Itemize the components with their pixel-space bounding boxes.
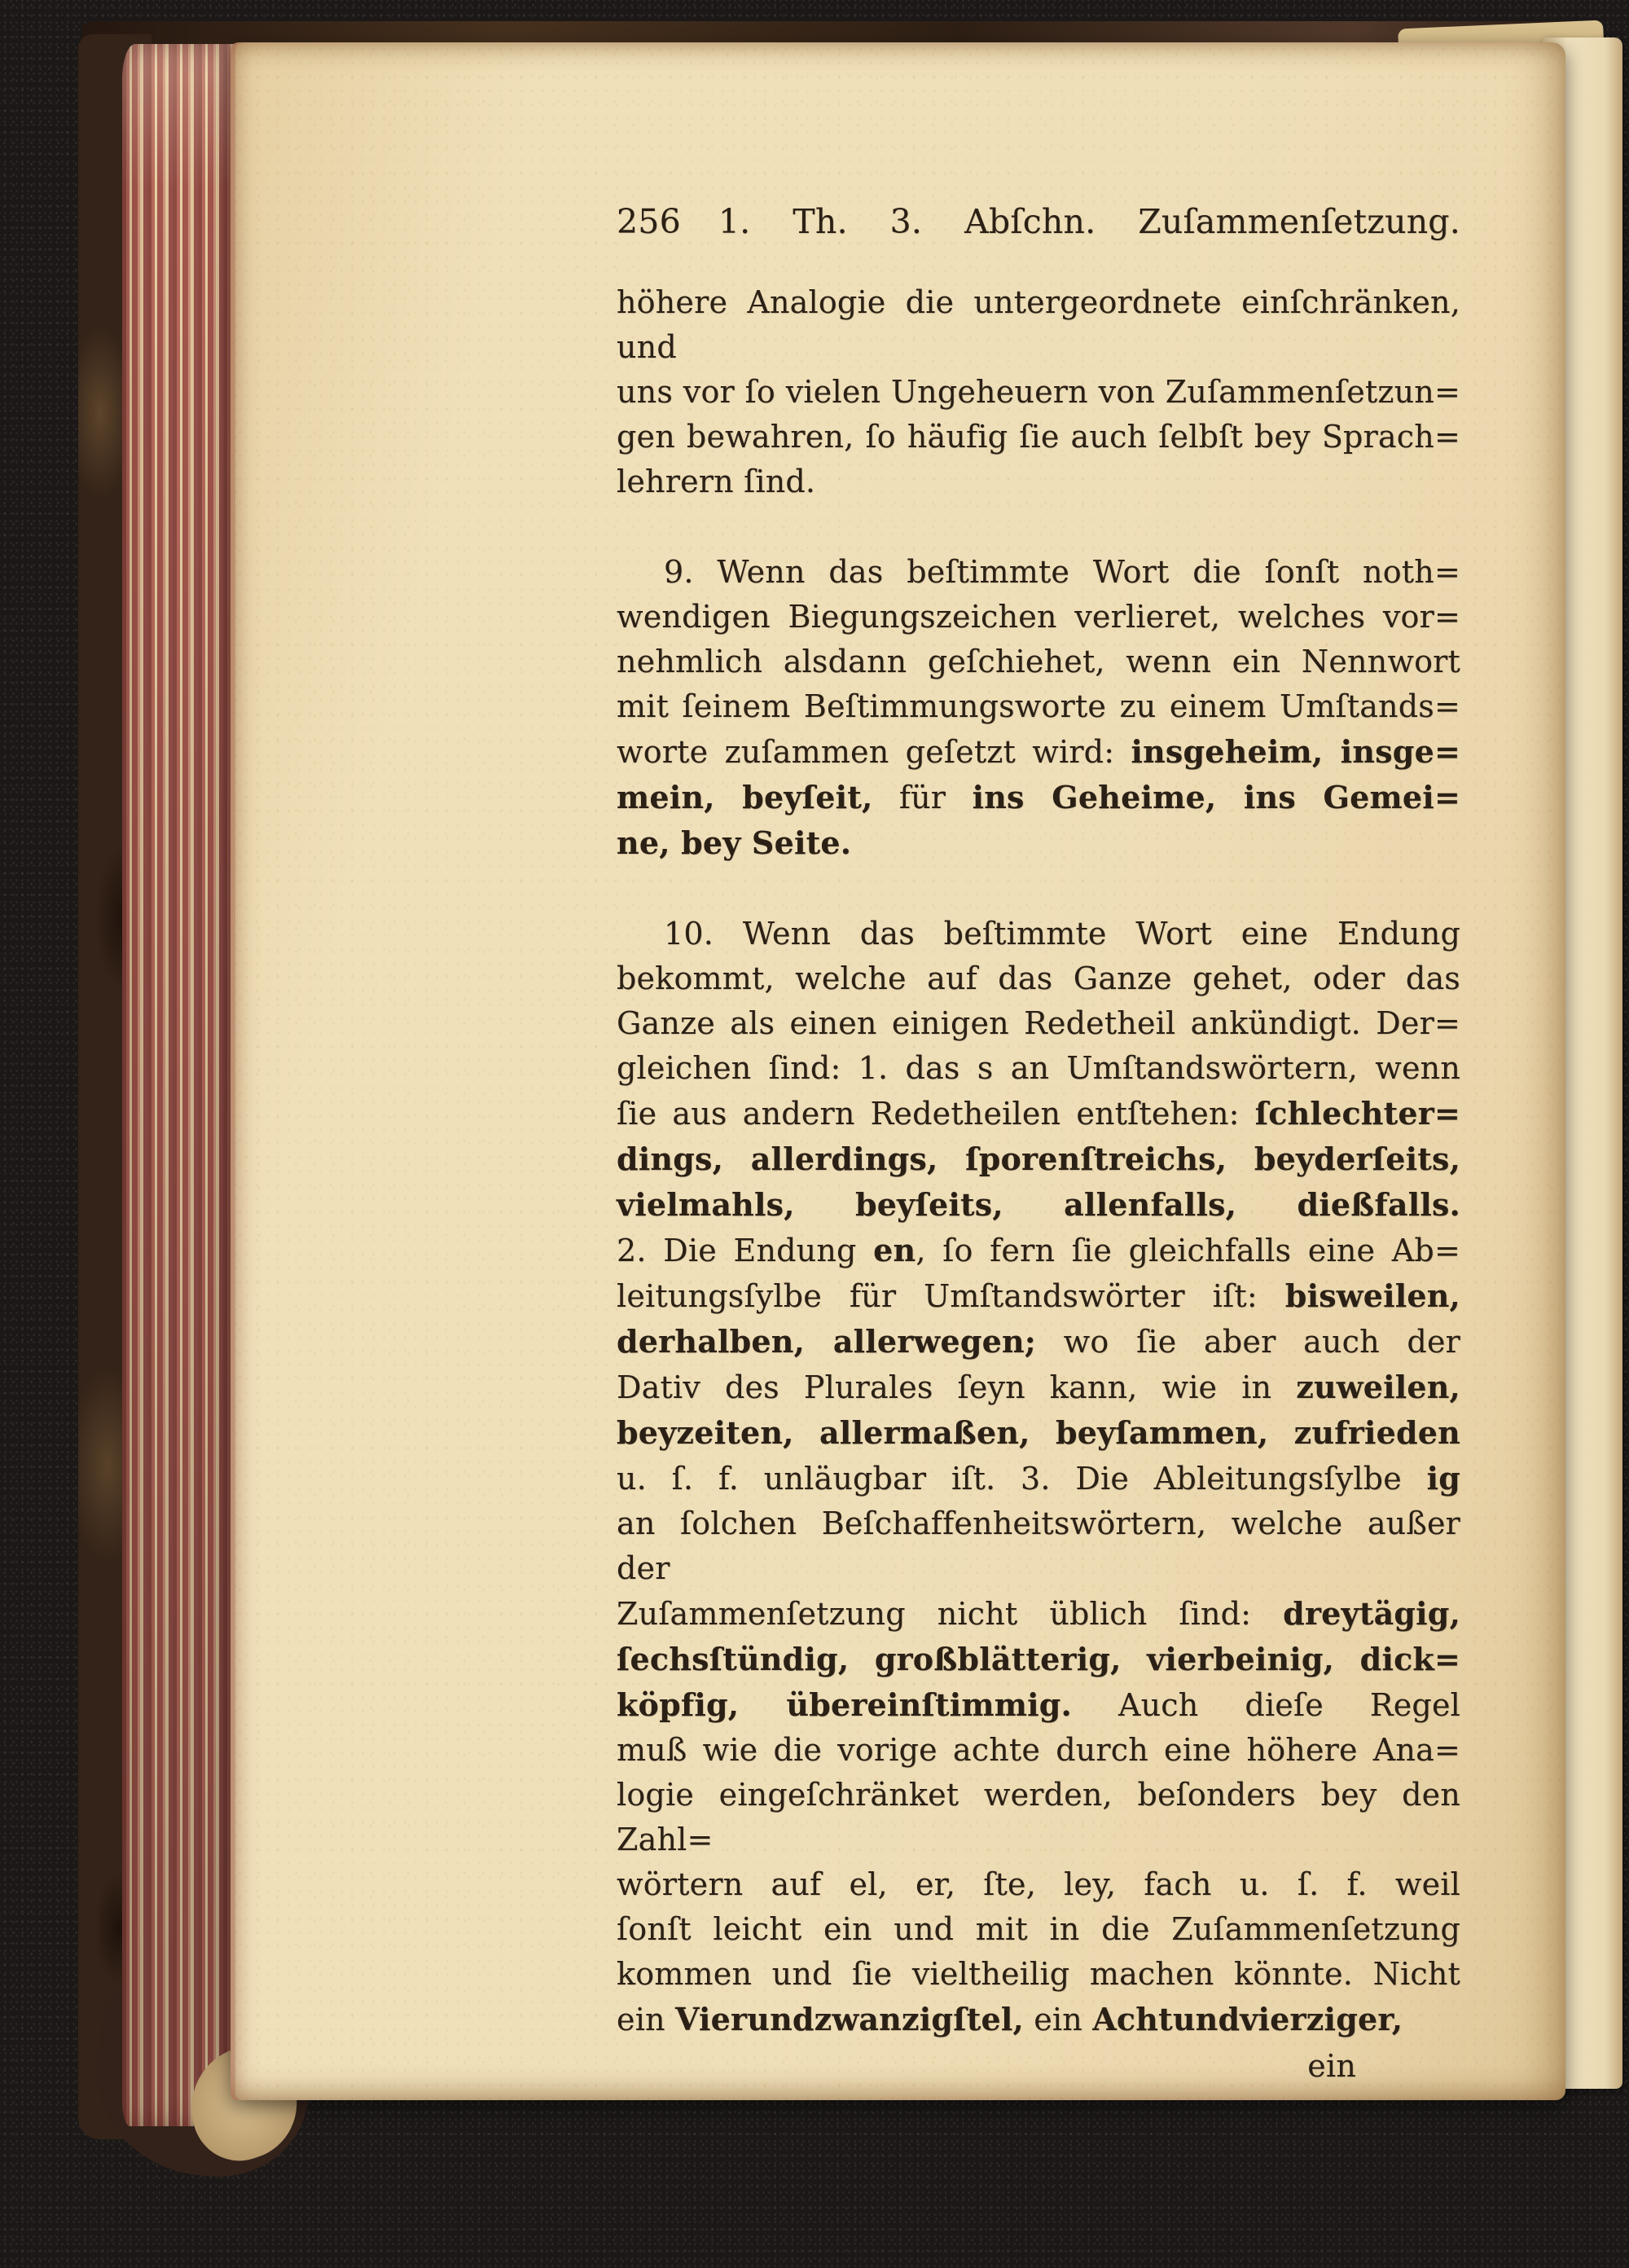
emphasized-text: ins Geheime, ins Gemei= <box>972 779 1460 815</box>
body-text: kommen und ſie vieltheilig machen könnte. Nicht <box>617 1956 1460 1992</box>
emphasized-text: derhalben, allerwegen; <box>617 1323 1037 1360</box>
fore-edge-page-stack <box>122 44 238 2126</box>
body-line <box>617 1728 1460 1773</box>
emphasized-text: ſechsſtündig, großblätterig, vierbeinig, dick= <box>617 1641 1460 1677</box>
body-text: Auch dieſe Regel <box>1071 1687 1460 1723</box>
body-line <box>617 459 1460 504</box>
body-line <box>617 1952 1460 1997</box>
body-line <box>617 1228 1460 1273</box>
body-text: wo ſie aber auch der <box>1036 1324 1461 1360</box>
body-line <box>617 1501 1460 1591</box>
body-line <box>617 1907 1460 1952</box>
body-text: muß wie die vorige achte durch eine höhere Ana= <box>617 1732 1460 1768</box>
body-text: lehrern ſind. <box>617 464 816 499</box>
body-line <box>617 1365 1460 1410</box>
body-text: 9. Wenn das beſtimmte Wort die ſonſt noth= <box>664 554 1460 590</box>
body-line <box>617 1319 1460 1365</box>
body-text: Zuſammenſetzung nicht üblich ſind: <box>617 1596 1284 1632</box>
body-text: 10. Wenn das beſtimmte Wort eine Endung <box>664 916 1460 952</box>
body-line <box>617 1456 1460 1501</box>
text-block <box>617 42 1460 2089</box>
body-line <box>617 1001 1460 1046</box>
body-line <box>617 820 1460 866</box>
body-line <box>617 280 1460 370</box>
body-text: ſie aus andern Redetheilen entſtehen: <box>617 1096 1255 1132</box>
body-line <box>617 1182 1460 1228</box>
emphasized-text: köpfig, übereinſtimmig. <box>617 1686 1072 1723</box>
body-line <box>617 1637 1460 1682</box>
body-text: 2. Die Endung <box>617 1233 874 1268</box>
body-line <box>617 684 1460 729</box>
emphasized-text: ſchlechter= <box>1254 1095 1460 1132</box>
emphasized-text: ne, bey Seite. <box>617 824 852 861</box>
body-line <box>617 1410 1460 1456</box>
emphasized-text: dings, allerdings, ſporenſtreichs, beyderſeits, <box>617 1141 1460 1177</box>
page-number: 256 <box>617 202 681 241</box>
body-text: höhere Analogie die untergeordnete einſchränken, und <box>617 284 1460 365</box>
body-text: leitungsſylbe für Umſtandswörter iſt: <box>617 1278 1285 1314</box>
body-line <box>617 1682 1460 1728</box>
body-line <box>617 775 1460 820</box>
emphasized-text: en <box>873 1232 916 1268</box>
body-line <box>617 595 1460 640</box>
body-line <box>617 370 1460 415</box>
body-line <box>617 1046 1460 1091</box>
body-line <box>617 1273 1460 1319</box>
body-line <box>617 1591 1460 1637</box>
body-line <box>617 1773 1460 1862</box>
emphasized-text: ig <box>1426 1460 1460 1497</box>
emphasized-text: bisweilen, <box>1284 1277 1460 1314</box>
emphasized-text: Achtundvierziger, <box>1092 2001 1403 2037</box>
paragraph <box>617 280 1460 504</box>
emphasized-text: beyzeiten, allermaßen, beyſammen, zufrieden <box>617 1414 1460 1451</box>
body-text: nehmlich alsdann geſchiehet, wenn ein Nennwort <box>617 644 1460 679</box>
book-page <box>231 42 1565 2100</box>
body-text: wendigen Biegungszeichen verlieret, welches vor= <box>617 599 1460 635</box>
paragraph <box>617 550 1460 866</box>
header-gap <box>681 197 718 246</box>
body-text: worte zuſammen geſetzt wird: <box>617 734 1131 770</box>
body-line <box>617 1997 1460 2042</box>
emphasized-text: vielmahls, beyſeits, allenfalls, dießfalls. <box>617 1186 1460 1223</box>
body-text: gleichen ſind: 1. das s an Umſtandswörtern, wenn <box>617 1050 1460 1086</box>
body-line <box>617 729 1460 775</box>
body-text: wörtern auf el, er, ſte, ley, fach u. ſ. f. weil <box>617 1866 1460 1902</box>
body-line <box>617 415 1460 459</box>
body-text: Dativ des Plurales ſeyn kann, wie in <box>617 1369 1297 1405</box>
body-text: gen bewahren, ſo häufig ſie auch ſelbſt bey Sprach= <box>617 419 1460 455</box>
body-text: logie eingeſchränket werden, beſonders bey den Zahl= <box>617 1777 1460 1857</box>
emphasized-text: insgeheim, insge= <box>1131 733 1460 770</box>
body-line <box>617 1091 1460 1136</box>
catchword: ein <box>1307 2048 1356 2084</box>
body-text: u. ſ. f. unläugbar iſt. 3. Die Ableitungsſylbe <box>617 1461 1427 1497</box>
body-line <box>617 956 1460 1001</box>
paragraph <box>617 912 1460 2042</box>
body-line <box>617 640 1460 684</box>
body-text: für <box>872 780 973 815</box>
body-text: Ganze als einen einigen Redetheil ankündigt. Der= <box>617 1005 1460 1041</box>
emphasized-text: dreytägig, <box>1283 1595 1460 1632</box>
body-text: bekommt, welche auf das Ganze gehet, oder das <box>617 960 1460 996</box>
emphasized-text: Vierundzwanzigſtel, <box>675 2001 1024 2037</box>
running-title: 1. Th. 3. Abſchn. Zuſammenſetzung. <box>718 202 1460 241</box>
body-line <box>617 550 1460 595</box>
body-text: an ſolchen Beſchaffenheitswörtern, welche außer der <box>617 1505 1460 1586</box>
body-line <box>617 912 1460 956</box>
emphasized-text: mein, beyſeit, <box>617 779 873 815</box>
body-paragraphs <box>617 280 1460 2042</box>
emphasized-text: zuweilen, <box>1296 1369 1460 1405</box>
body-text: uns vor ſo vielen Ungeheuern von Zuſammenſetzun= <box>617 374 1460 410</box>
body-line <box>617 1862 1460 1907</box>
body-line <box>617 1136 1460 1182</box>
body-text: ein <box>1023 2002 1093 2037</box>
body-text: mit ſeinem Beſtimmungsworte zu einem Umſtands= <box>617 688 1460 724</box>
body-text: ein <box>617 2002 675 2037</box>
page-header <box>617 197 1460 246</box>
body-text: ſonſt leicht ein und mit in die Zuſammenſetzung <box>617 1911 1460 1947</box>
body-text: , ſo fern ſie gleichfalls eine Ab= <box>915 1233 1461 1268</box>
